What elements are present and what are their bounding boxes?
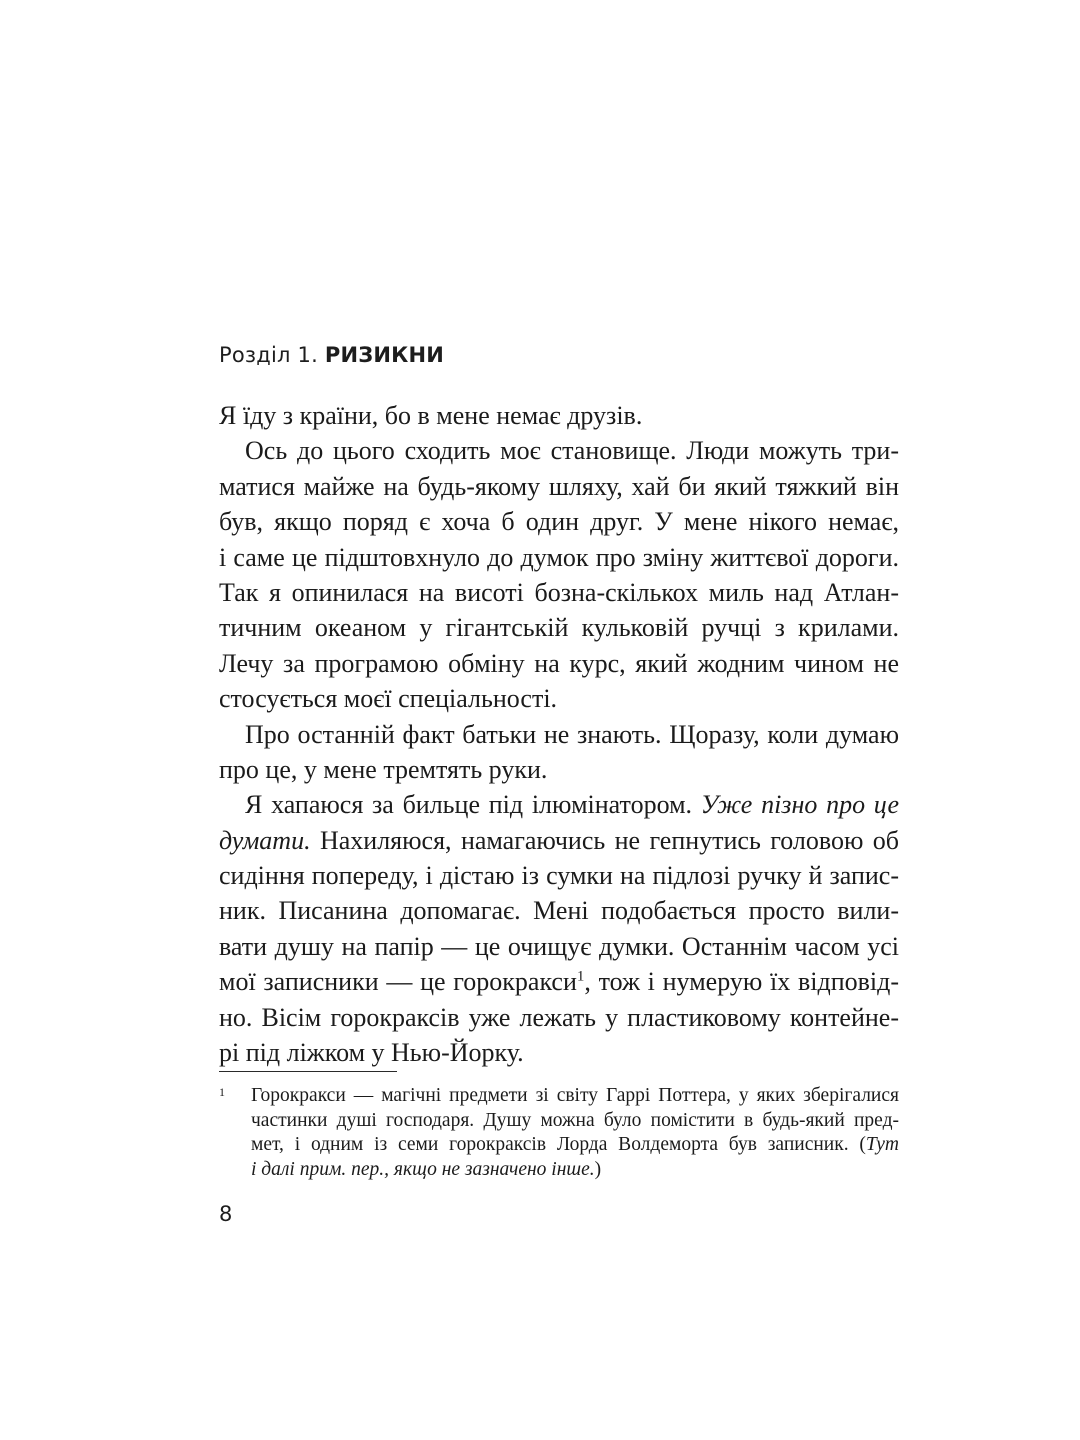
text-line <box>219 787 899 822</box>
chapter-title: РИЗИКНИ <box>324 343 445 367</box>
text-line: сидіння попереду, і дістаю із сумки на підлозі ручку й запис- <box>219 861 899 891</box>
footnote-number: 1 <box>219 1085 225 1099</box>
page-number: 8 <box>219 1202 233 1226</box>
text-segment: мої записники — це горокракси <box>219 967 577 997</box>
footnote <box>219 1084 899 1182</box>
text-line: Так я опинилася на висоті бозна-скількох миль над Атлан- <box>219 577 899 607</box>
text-line: і саме це підштовхнуло до думок про зміну життєвої дороги. <box>219 542 899 572</box>
text-line: Ось до цього сходить моє становище. Люди можуть три- <box>245 436 899 466</box>
text-line: про це, у мене тремтять руки. <box>219 754 548 784</box>
text-line: тичним океаном у гігантській кульковій ручці з крилами. <box>219 613 899 643</box>
text-line: стосується моєї спеціальності. <box>219 684 558 714</box>
body-text <box>219 398 899 1070</box>
footnote-reference[interactable]: 1 <box>576 968 585 985</box>
footnote-line: Горокракси — магічні предмети зі світу Гаррі Поттера, у яких зберігалися <box>251 1085 899 1106</box>
text-segment: ) <box>594 1158 602 1180</box>
text-line <box>219 964 899 999</box>
italic-segment: Уже пізно про це <box>700 790 899 820</box>
chapter-heading <box>219 343 444 367</box>
text-line: Лечу за програмою обміну на курс, який жодним чином не <box>219 648 899 678</box>
text-line: ник. Писанина допомагає. Мені подобається просто вили- <box>219 896 899 926</box>
footnote-line <box>251 1133 899 1158</box>
text-line: Про останній факт батьки не знають. Щоразу, коли думаю <box>245 719 899 749</box>
text-segment: Нахиляюся, намагаючись не гепнутись головою об <box>319 825 899 855</box>
footnote-line: частинки душі господаря. Душу можна було помістити в будь-який пред- <box>251 1109 899 1131</box>
footnote-line <box>251 1158 899 1183</box>
text-segment: , тож і нумерую їх відповід- <box>584 967 899 997</box>
text-segment: Я хапаюся за бильце під ілюмінатором. <box>245 790 693 820</box>
text-line: вати душу на папір — це очищує думки. Останнім часом усі <box>219 931 899 961</box>
footnote-divider <box>219 1071 397 1072</box>
text-line: рі під ліжком у Нью-Йорку. <box>219 1038 524 1068</box>
text-line: но. Вісім горокраксів уже лежать у пластиковому контейне- <box>219 1002 899 1032</box>
italic-segment: Тут <box>865 1134 899 1155</box>
chapter-label: Розділ 1. <box>219 343 318 367</box>
italic-segment: думати. <box>219 825 311 855</box>
text-line: матися майже на будь-якому шляху, хай би який тяжкий він <box>219 471 899 501</box>
text-line: був, якщо поряд є хоча б один друг. У мене нікого немає, <box>219 507 899 537</box>
italic-segment: і далі прим. пер., якщо не зазначено інше. <box>251 1158 595 1180</box>
text-line: Я їду з країни, бо в мене немає друзів. <box>219 401 643 430</box>
text-line <box>219 823 899 858</box>
text-segment: мет, і одним із семи горокраксів Лорда Волдеморта був записник. ( <box>251 1134 866 1155</box>
